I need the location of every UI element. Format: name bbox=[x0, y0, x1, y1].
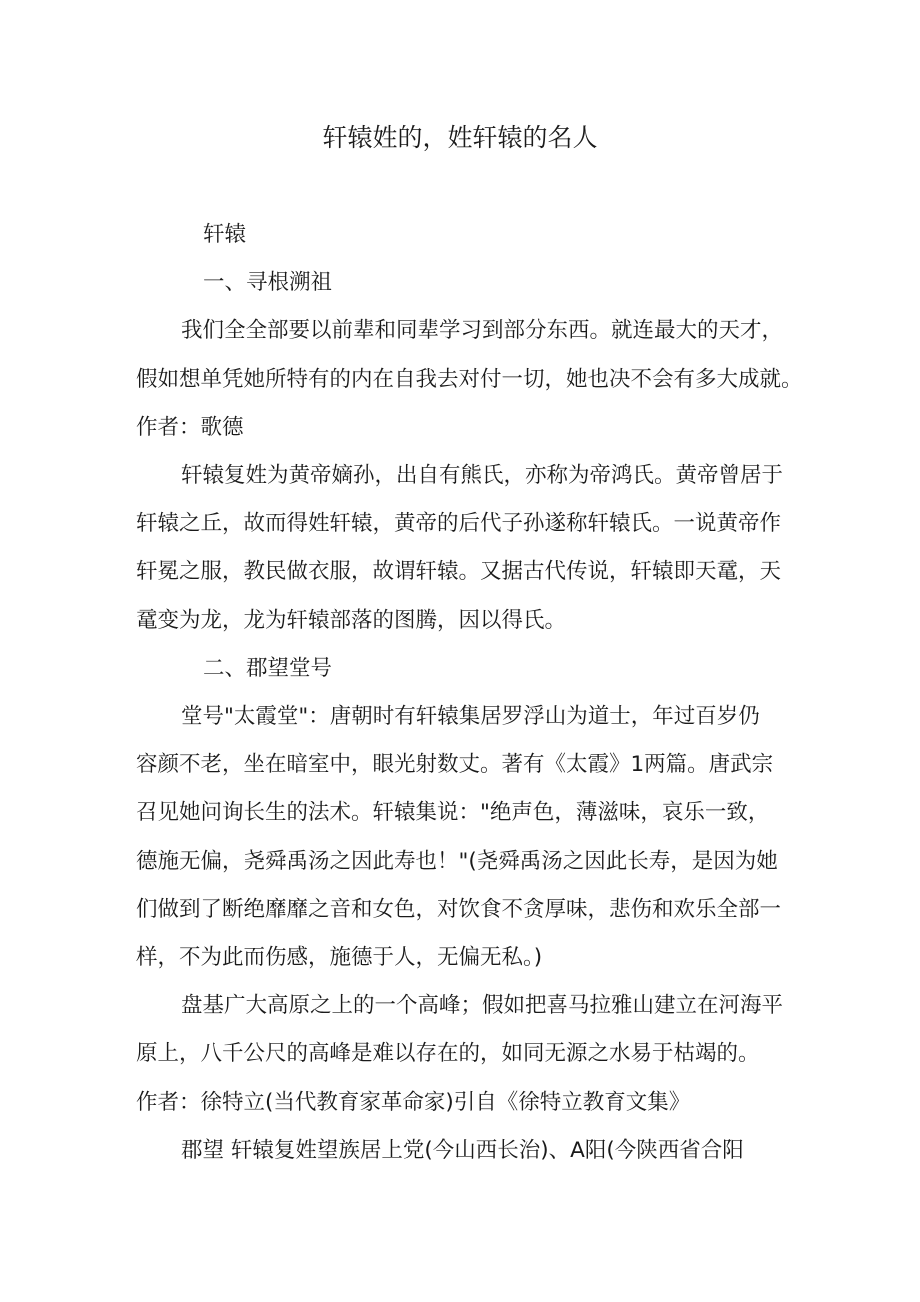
text-line: 容颜不老，坐在暗室中，眼光射数丈。著有《太霞》1两篇。唐武宗 bbox=[136, 752, 774, 778]
paragraph bbox=[136, 1127, 836, 1175]
paragraph bbox=[136, 693, 836, 982]
text-line: 原上，八千公尺的高峰是难以存在的，如同无源之水易于枯竭的。 bbox=[136, 1041, 760, 1067]
paragraph bbox=[136, 452, 836, 645]
text-line: 我们全全部要以前辈和同辈学习到部分东西。就连最大的天才， bbox=[181, 318, 784, 344]
text-line: 轩辕 bbox=[203, 222, 247, 247]
paragraph bbox=[136, 982, 836, 1127]
text-line: 盘基广大高原之上的一个高峰；假如把喜马拉雅山建立在河海平 bbox=[181, 993, 784, 1019]
section-heading bbox=[136, 259, 836, 307]
text-line: 德施无偏，尧舜禹汤之因此寿也！"(尧舜禹汤之因此长寿，是因为她 bbox=[136, 848, 778, 874]
text-line: 一、寻根溯祖 bbox=[203, 270, 333, 296]
text-line: 轩辕复姓为黄帝嫡孙，出自有熊氏，亦称为帝鸿氏。黄帝曾居于 bbox=[181, 463, 784, 489]
text-line: 样，不为此而伤感，施德于人，无偏无私。) bbox=[136, 945, 543, 971]
document-body bbox=[136, 211, 836, 1175]
text-line: 二、郡望堂号 bbox=[203, 655, 333, 681]
text-line: 轩辕之丘，故而得姓轩辕，黄帝的后代子孙遂称轩辕氏。一说黄帝作 bbox=[136, 511, 782, 537]
section-heading bbox=[136, 645, 836, 693]
text-line: 轩冕之服，教民做衣服，故谓轩辕。又据古代传说，轩辕即天鼋，天 bbox=[136, 559, 782, 585]
paragraph bbox=[136, 307, 836, 452]
text-line: 们做到了断绝靡靡之音和女色，对饮食不贪厚味，悲伤和欢乐全部一 bbox=[136, 896, 782, 922]
text-line: 假如想单凭她所特有的内在自我去对付一切，她也决不会有多大成就。 bbox=[136, 366, 803, 392]
text-line: 堂号"太霞堂"：唐朝时有轩辕集居罗浮山为道士，年过百岁仍 bbox=[181, 704, 760, 730]
text-line: 作者：歌德 bbox=[136, 414, 244, 440]
text-line: 郡望 轩辕复姓望族居上党(今山西长治)、A阳(今陕西省合阳 bbox=[181, 1137, 744, 1163]
text-line: 召见她问询长生的法术。轩辕集说："绝声色，薄滋味，哀乐一致， bbox=[136, 800, 770, 826]
text-line: 作者：徐特立(当代教育家革命家)引自《徐特立教育文集》 bbox=[136, 1089, 691, 1115]
section-heading bbox=[136, 211, 836, 259]
text-line: 鼋变为龙，龙为轩辕部落的图腾，因以得氏。 bbox=[136, 607, 567, 633]
document-title: 轩辕姓的，姓轩辕的名人 bbox=[322, 123, 598, 152]
